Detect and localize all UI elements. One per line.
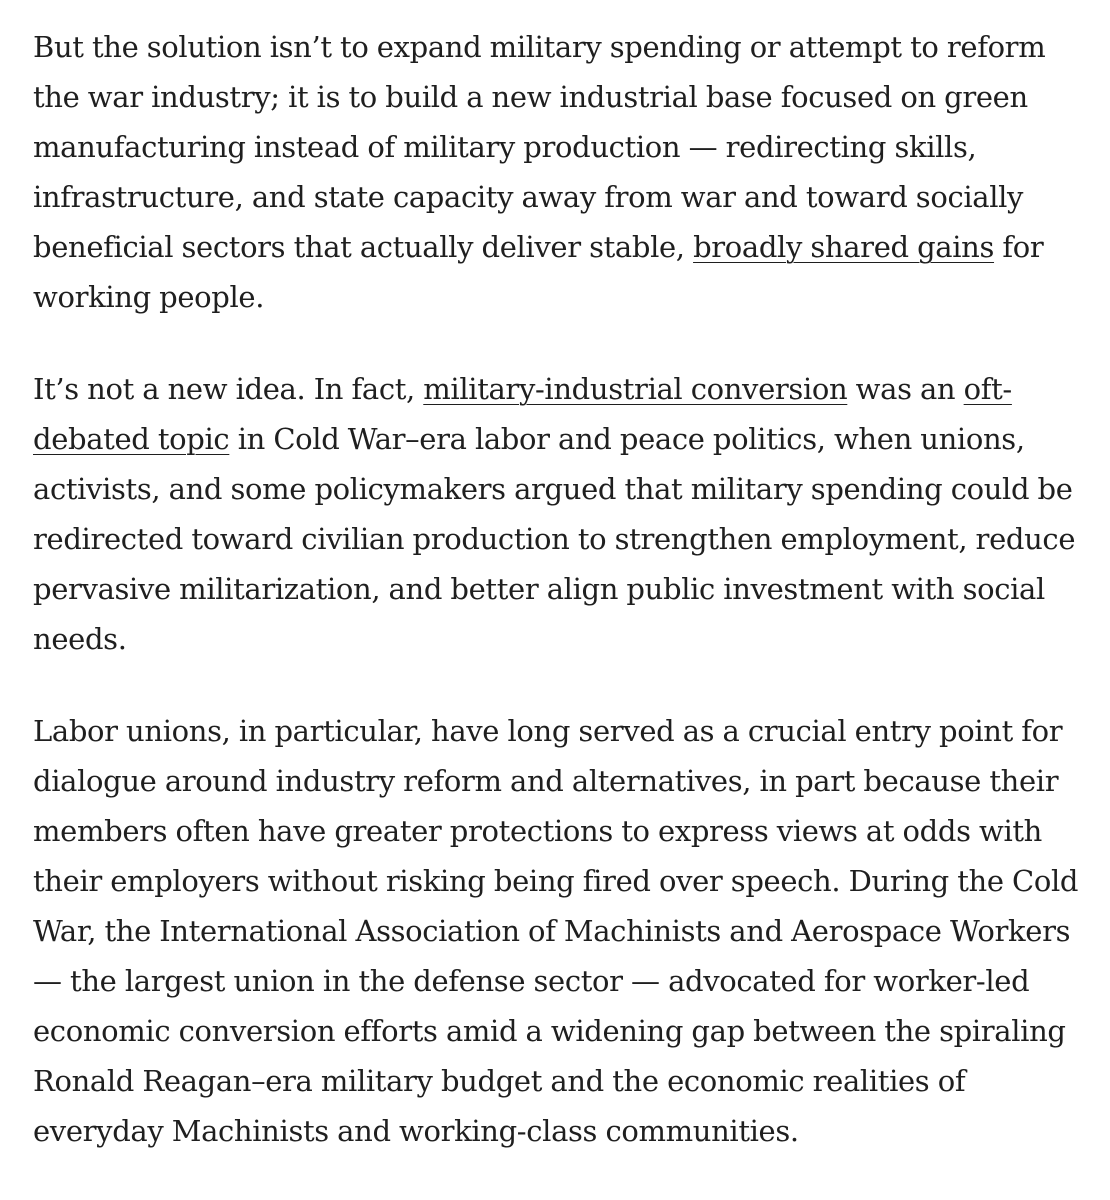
- paragraph-2-text-start: It’s not a new idea. In fact,: [33, 372, 424, 406]
- paragraph-2-text-middle: was an: [847, 372, 964, 406]
- oft-debated-topic-link[interactable]: oft-debated topic: [33, 372, 1012, 456]
- paragraph-3: [33, 706, 1090, 1156]
- military-industrial-conversion-link[interactable]: military-industrial conversion: [423, 372, 848, 406]
- paragraph-3-text: Labor unions, in particular, have long served as a crucial entry point for dialogue around industry reform and alternatives, in part because their members often have greater protections to express views at odds with their employers without risking being fired over speech. During the Cold War, the International Association of Machinists and Aerospace Workers — the largest union in the defense sector — advocated for worker-led economic conversion efforts amid a widening gap between the spiraling Ronald Reagan–era military budget and the economic realities of everyday Machinists and working-class communities.: [33, 714, 1079, 1148]
- paragraph-1: [33, 22, 1090, 322]
- paragraph-2-text-end: in Cold War–era labor and peace politics, when unions, activists, and some policymakers argued that military spending could be redirected toward civilian production to strengthen employment, reduce pervasive militarization, and better align public investment with social needs.: [33, 422, 1076, 656]
- broadly-shared-gains-link[interactable]: broadly shared gains: [693, 230, 995, 264]
- paragraph-1-text-start: But the solution isn’t to expand military spending or attempt to reform the war industry; it is to build a new industrial base focused on green manufacturing instead of military production — redirecting skills, infrastructure, and state capacity away from war and toward socially beneficial sectors that actually deliver stable,: [33, 30, 1046, 264]
- paragraph-2: [33, 364, 1090, 664]
- paragraph-1-text-end: for working people.: [33, 230, 1044, 314]
